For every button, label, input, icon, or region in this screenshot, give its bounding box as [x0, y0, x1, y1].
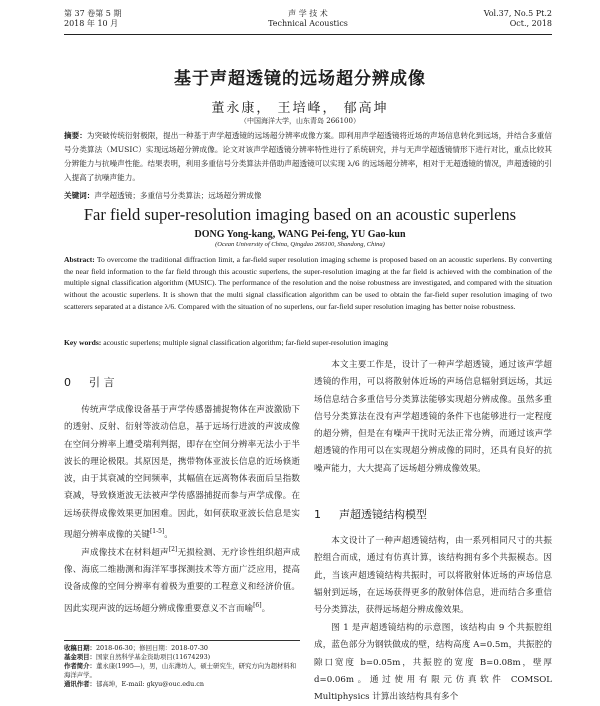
right-paragraph-3: 图 1 是声超透镜结构的示意图，该结构由 9 个共振腔组成，蓝色部分为钢铁做成的壁，结构高度 A=0.5m，共振腔的隙口宽度 b=0.05m，共振腔的宽度 B=0.08m，壁厚 d=0.06m。通过使用有限元仿真软件 COMSOL Multiphysics 计算出该结构具有多个 [314, 623, 552, 703]
authors-en: DONG Yong-kang, WANG Pei-feng, YU Gao-kun [194, 229, 406, 240]
citation: [6] [253, 601, 262, 609]
paper-title-zh: 基于声超透镜的远场超分辨成像 [174, 69, 426, 89]
running-header [64, 6, 552, 36]
right-paragraph-1: 本文主要工作是，设计了一种声学超透镜，通过该声学超透镜的作用，可以将散射体近场的声场信息辐射到远场，其远场信息结合多重信号分类算法能够实现超分辨成像。虽然多重信号分类算法在没有声学超透镜的条件下也能够进行一定程度的超分辨，但是在有噪声干扰时无法正常分辨，而通过该声学超透镜的作用可以在实现超分辨成像的同时，还具有良好的抗噪声能力，大大提高了远场超分辨成像效果。 [314, 360, 552, 474]
section-title: 声超透镜结构模型 [339, 508, 427, 521]
intro-paragraph-2: 声成像技术在材料超声[2]无损检测、无疗诊性组织超声成像、海底二维勘测和海洋军事探测技术等方面广泛应用，提高设备成像的空间分辨率有着极为重要的工程意义和经济价值。因此实现声波的远场超分辨成像重要意义不言而喻[6]。 [64, 546, 300, 614]
journal-volume: 第 37 卷第 5 期 2018 年 10 月 [64, 9, 122, 28]
section-number: 1 [314, 508, 321, 521]
keywords-zh-text: 声学超透镜；多重信号分类算法；远场超分辨成像 [94, 191, 262, 200]
abstract-en [64, 254, 552, 313]
affiliation-zh: （中国海洋大学，山东青岛 266100） [240, 117, 360, 125]
section-heading-intro [64, 374, 115, 390]
footnote-corresponding: 通讯作者：郁高坤，E-mail: gkyu@ouc.edu.cn [64, 680, 204, 688]
abstract-en-label: Abstract: [64, 255, 95, 264]
keywords-zh [64, 190, 552, 201]
keywords-en-text: acoustic superlens; multiple signal classification algorithm; far-field super-resolution imaging [103, 338, 389, 347]
journal-name: 声 学 技 术 Technical Acoustics [268, 9, 348, 28]
abstract-zh-text: 为突破传统衍射极限，提出一种基于声学超透镜的远场超分辨率成像方案。即利用声学超透镜将近场的声场信息转化到远场，并结合多重信号分类算法（MUSIC）实现远场超分辨成像。论文对该声学超透镜分辨率特性进行了系统研究，并与无声学超透镜情形下进行对比，重点比较其分辨能力与抗噪声性能。结果表明，利用多重信号分类算法并借助声超透镜可以实现 λ/6 的远场超分辨率，相对于无超透镜的情况，声超透镜的引入提高了抗噪声能力。 [64, 131, 553, 182]
section-title: 引 言 [89, 376, 115, 389]
abstract-zh-label: 摘要： [64, 131, 87, 140]
keywords-en-label: Key words: [64, 338, 102, 347]
footnote-author: 作者简介：董永康(1995—)，男，山东潍坊人，硕士研究生，研究方向为超材料和海洋声学。 [64, 662, 297, 679]
paper-title-en: Far field super-resolution imaging based on an acoustic superlens [83, 205, 517, 224]
right-paragraph-2: 本文设计了一种声超透镜结构，由一系列相同尺寸的共振腔组合而成，通过有仿真计算，该结构拥有多个共振模态。因此，当该声超透镜结构共振时，可以将散射体近场的声场信息辐射到远场，在远场获得更多的散射体信息，进而结合多重信号分类算法，获得远场超分辨成像效果。 [314, 536, 552, 616]
authors-zh: 董永康， 王培峰， 郁高坤 [211, 101, 389, 116]
intro-paragraph-1: 传统声学成像设备基于声学传感器捕捉物体在声波激励下的透射、反射、衍射等波动信息，基于远场行进波的声波成像在空间分辨率上遭受瑞利判据，即存在空间分辨率无法小于半波长的理论极限。其原因是，携带物体亚波长信息的近场倏逝波，由于其衰减的空间频率，其幅值在远离物体表面后呈指数衰减，导致倏逝波无法被声学传感器捕捉而参与声学成像。在远场获得成像效果更加困难。因此，如何获取亚波长信息是实现超分辨率成像的关键[1-5]。 [64, 405, 300, 540]
abstract-en-text: To overcome the traditional diffraction limit, a far-field super resolution imaging scheme is proposed based on an acoustic superlens. By converting the near field information to the far field through this acoustic superlens, the super-resolution imaging at the far field is achieved with the combination of the multiple signal classification algorithm (MUSIC). The performance of the resolution and the noise robustness are investigated, and compared with the situation without the acoustic superlens. It is shown that the multi signal classification algorithm can be used to obtain the far-field super resolution imaging of two scatterers separated at a distance λ/6. Compared with the situation of no superlens, our far-field super resolution imaging has better noise robustness. [64, 255, 552, 311]
citation: [1-5] [149, 528, 165, 536]
footnotes [64, 644, 300, 689]
section-heading-1 [314, 506, 427, 522]
footnote-received: 收稿日期：2018-06-30；修回日期：2018-07-30 [64, 644, 208, 652]
section-number: 0 [64, 376, 71, 389]
keywords-zh-label: 关键词： [64, 191, 95, 200]
journal-issue: Vol.37, No.5 Pt.2 Oct., 2018 [483, 9, 552, 28]
footnote-funding: 基金项目：国家自然科学基金资助项目(11674293) [64, 653, 211, 661]
affiliation-en: (Ocean University of China, Qingdao 266100, Shandong, China) [215, 241, 385, 248]
footnote-rule [64, 640, 300, 641]
keywords-en [64, 338, 552, 347]
citation: [2] [168, 546, 178, 553]
header-rule [64, 34, 552, 35]
abstract-zh [64, 129, 552, 185]
